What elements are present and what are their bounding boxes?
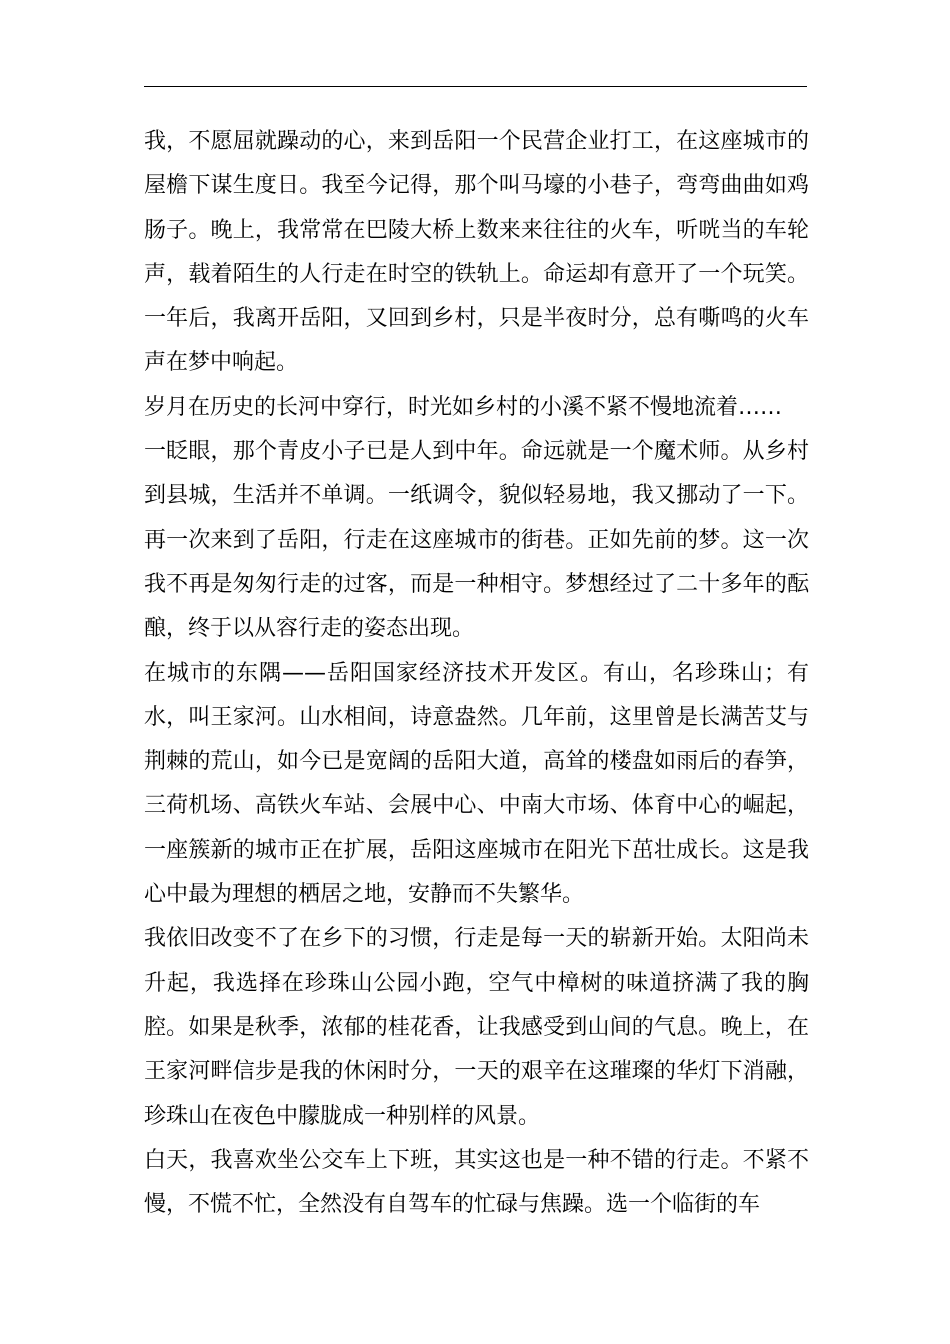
paragraph: 一眨眼，那个青皮小子已是人到中年。命远就是一个魔术师。从乡村到县城，生活并不单调。一纸调令，貌似轻易地，我又挪动了一下。再一次来到了岳阳，行走在这座城市的街巷。正如先前的梦。这一次我不再是匆匆行走的过客，而是一种相守。梦想经过了二十多年的酝酿，终于以从容行走的姿态出现。 <box>144 439 809 642</box>
header-rule <box>144 86 807 87</box>
paragraph: 我，不愿屈就躁动的心，来到岳阳一个民营企业打工，在这座城市的屋檐下谋生度日。我至今记得，那个叫马壕的小巷子，弯弯曲曲如鸡肠子。晚上，我常常在巴陵大桥上数来来往往的火车，听咣当的车轮声，载着陌生的人行走在时空的铁轨上。命运却有意开了一个玩笑。一年后，我离开岳阳，又回到乡村，只是半夜时分，总有嘶鸣的火车声在梦中响起。 <box>144 129 809 376</box>
paragraph: 岁月在历史的长河中穿行，时光如乡村的小溪不紧不慢地流着…… <box>144 394 783 420</box>
paragraph: 我依旧改变不了在乡下的习惯，行走是每一天的崭新开始。太阳尚未升起，我选择在珍珠山公园小跑，空气中樟树的味道挤满了我的胸腔。如果是秋季，浓郁的桂花香，让我感受到山间的气息。晚上，在王家河畔信步是我的休闲时分，一天的艰辛在这璀璨的华灯下消融，珍珠山在夜色中朦胧成一种别样的风景。 <box>144 926 809 1129</box>
article-body <box>144 120 809 1227</box>
paragraph: 白天，我喜欢坐公交车上下班，其实这也是一种不错的行走。不紧不慢，不慌不忙，全然没有自驾车的忙碌与焦躁。选一个临街的车 <box>144 1147 809 1218</box>
paragraph: 在城市的东隅——岳阳国家经济技术开发区。有山，名珍珠山；有水，叫王家河。山水相间，诗意盎然。几年前，这里曾是长满苦艾与荆棘的荒山，如今已是宽阔的岳阳大道，高耸的楼盘如雨后的春笋，三荷机场、高铁火车站、会展中心、中南大市场、体育中心的崛起，一座簇新的城市正在扩展，岳阳这座城市在阳光下茁壮成长。这是我心中最为理想的栖居之地，安静而不失繁华。 <box>144 660 809 908</box>
